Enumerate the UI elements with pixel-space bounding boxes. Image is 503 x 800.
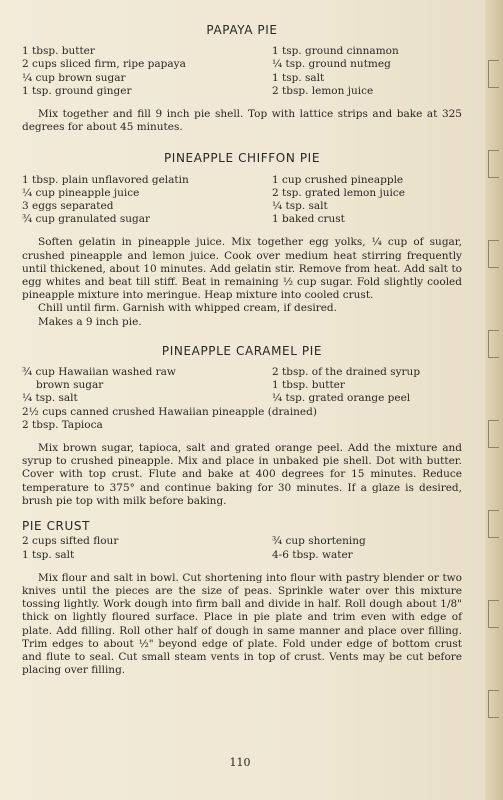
ingredient: ¼ cup brown sugar xyxy=(22,71,126,84)
index-tab xyxy=(488,420,499,448)
ingredient: ¼ cup pineapple juice xyxy=(22,186,140,199)
recipe-content xyxy=(22,24,462,677)
ingredient: ¼ tsp. salt xyxy=(272,200,328,213)
caramel-directions: Mix brown sugar, tapioca, salt and grated orange peel. Add the mixture and syrup to crushed pineapple. Mix and place in unbaked pie shell. Dot with butter. Cover with top crust. Flute and bake at 400 degrees for 15 minutes. Reduce temperature to 375° and continue baking for 30 minutes. If a glaze is desired, brush pie top with milk before baking. xyxy=(22,442,462,507)
ingredient: 1 tsp. salt xyxy=(272,71,325,84)
index-tab xyxy=(488,150,499,178)
chiffon-yield: Makes a 9 inch pie. xyxy=(38,315,142,328)
ingredient: 1 tbsp. butter xyxy=(22,45,95,58)
crust-ingredients xyxy=(22,535,462,561)
crust-directions: Mix flour and salt in bowl. Cut shortening into flour with pastry blender or two knives until the pieces are the size of peas. Sprinkle water over this mixture tossing lightly. Work dough into firm ball and divide in half. Roll dough about 1/8" thick on lightly floured surface. Place in pie plate and trim even with edge of plate. Add filling. Roll other half of dough in same manner and place over filling. Trim edges to about ½" beyond edge of plate. Fold under edge of bottom crust and flute to seal. Cut small steam vents in top of crust. Vents may be cut before placing over filling. xyxy=(22,571,462,677)
ingredient: 1 baked crust xyxy=(272,213,345,226)
ingredient: 2 cups sliced firm, ripe papaya xyxy=(22,58,186,71)
ingredient: 2 tbsp. of the drained syrup xyxy=(272,366,421,379)
ingredient: 3 eggs separated xyxy=(22,200,114,213)
ingredient: 2 tbsp. Tapioca xyxy=(22,418,103,431)
page-number: 110 xyxy=(229,756,251,769)
papaya-directions: Mix together and fill 9 inch pie shell. Top with lattice strips and bake at 325 degrees for about 45 minutes. xyxy=(22,108,462,134)
index-tab xyxy=(488,600,499,628)
ingredient: ¼ tsp. ground nutmeg xyxy=(272,58,391,71)
ingredient: 1 tbsp. plain unflavored gelatin xyxy=(22,173,189,186)
pie-crust-title: PIE CRUST xyxy=(22,519,91,534)
ingredient: brown sugar xyxy=(36,379,104,392)
chiffon-chill-note: Chill until firm. Garnish with whipped cream, if desired. xyxy=(38,302,337,315)
ingredient: 1 tsp. ground cinnamon xyxy=(272,45,399,58)
index-tab xyxy=(488,690,499,718)
ingredient: ¾ cup Hawaiian washed raw xyxy=(22,366,176,379)
ingredient: 1 cup crushed pineapple xyxy=(272,173,404,186)
ingredient: 2½ cups canned crushed Hawaiian pineapple (drained) xyxy=(22,405,317,418)
ingredient: 2 tbsp. lemon juice xyxy=(272,84,374,97)
index-tab xyxy=(488,60,499,88)
papaya-ingredients xyxy=(22,45,462,98)
index-tab-edge xyxy=(485,0,503,800)
ingredient: ¼ tsp. grated orange peel xyxy=(272,392,411,405)
ingredient: 4-6 tbsp. water xyxy=(272,548,353,561)
ingredient: 2 cups sifted flour xyxy=(22,535,119,548)
ingredient: 1 tsp. salt xyxy=(22,548,75,561)
caramel-ingredients xyxy=(22,366,462,406)
index-tab xyxy=(488,330,499,358)
papaya-pie-title: PAPAYA PIE xyxy=(206,23,278,37)
chiffon-directions: Soften gelatin in pineapple juice. Mix together egg yolks, ¼ cup of sugar, crushed pineapple and lemon juice. Cook over medium heat stirring frequently until thickened, about 10 minutes. Add gelatin stir. Remove from heat. Add salt to egg whites and beat till stiff. Beat in remaining ½ cup sugar. Fold slightly cooled pineapple mixture into meringue. Heap mixture into cooled crust. xyxy=(22,236,462,302)
caramel-pie-title: PINEAPPLE CARAMEL PIE xyxy=(161,343,323,358)
chiffon-ingredients xyxy=(22,174,462,227)
ingredient: 2 tsp. grated lemon juice xyxy=(272,186,405,199)
ingredient: 1 tsp. ground ginger xyxy=(22,84,132,97)
ingredient: ¾ cup shortening xyxy=(272,535,366,548)
ingredient: ¾ cup granulated sugar xyxy=(22,213,151,226)
index-tab xyxy=(488,240,499,268)
chiffon-pie-title: PINEAPPLE CHIFFON PIE xyxy=(163,151,321,166)
ingredient: 1 tbsp. butter xyxy=(272,379,345,392)
ingredient: ¼ tsp. salt xyxy=(22,392,78,405)
index-tab xyxy=(488,510,499,538)
